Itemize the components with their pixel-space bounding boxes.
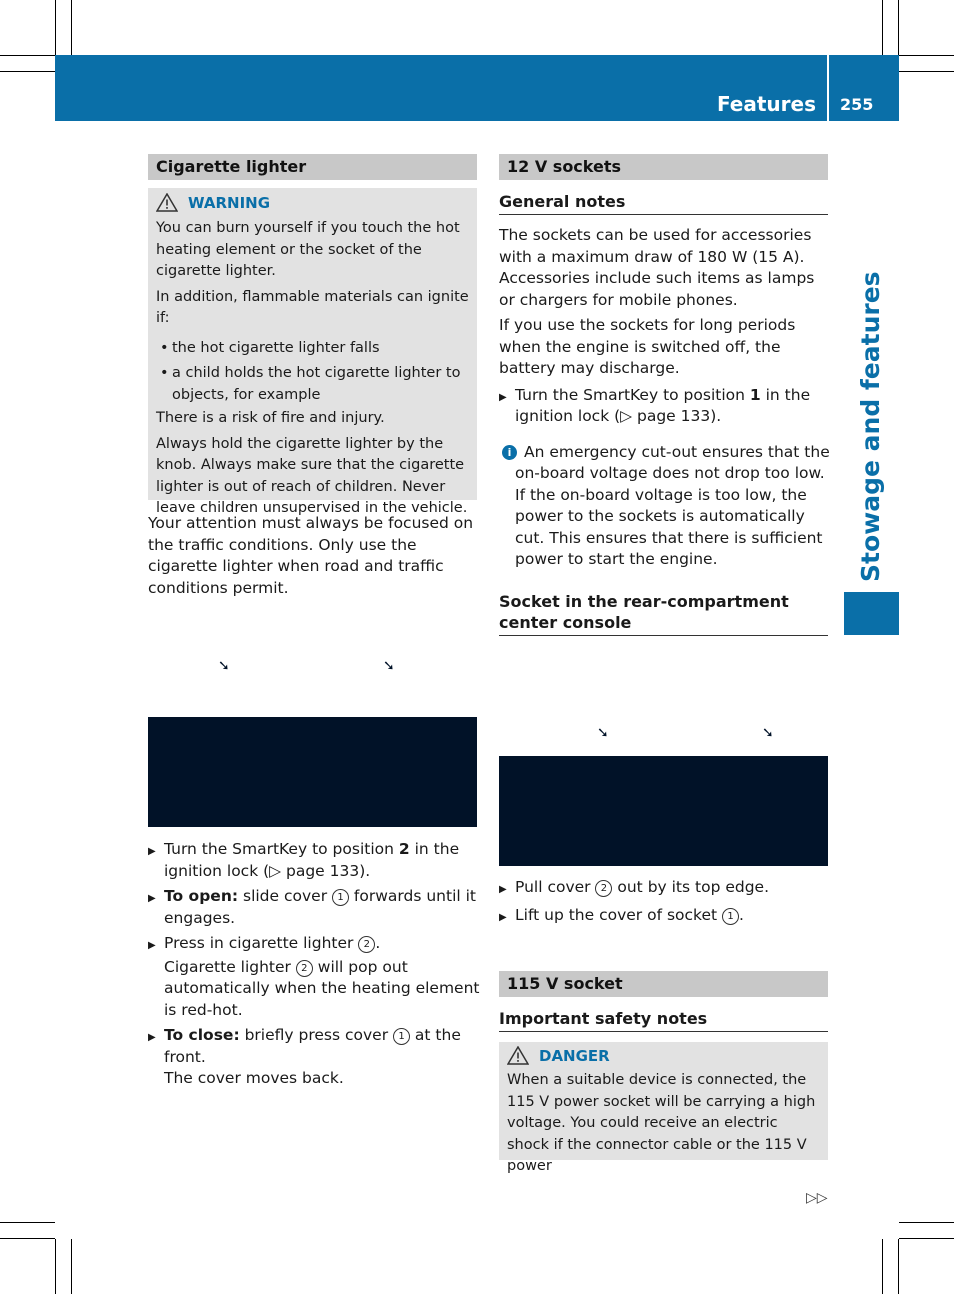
info-icon: i: [502, 445, 517, 460]
left-steps: [148, 839, 480, 1090]
section-title: 12 V sockets: [499, 154, 828, 180]
continue-mark: ▷▷: [806, 1190, 828, 1206]
crop-mark: [71, 1239, 72, 1294]
section-title: Cigarette lighter: [148, 154, 477, 180]
subsection-title: General notes: [499, 191, 828, 215]
section-title: 115 V socket: [499, 971, 828, 997]
step-item: ▶ Lift up the cover of socket 1 .: [499, 905, 831, 927]
warning-text: Always hold the cigarette lighter by the knob. Always make sure that the cigarette lighter is out of reach of children. Never leave children unsupervised in the vehicle.: [156, 435, 468, 516]
step-item: ▶ Press in cigarette lighter 2 .: [148, 933, 480, 955]
crop-mark: [882, 0, 883, 55]
cigarette-lighter-image: [148, 717, 477, 827]
rear-steps: [499, 877, 831, 926]
danger-title: DANGER: [507, 1046, 820, 1065]
crop-mark: [899, 1238, 954, 1239]
image-arrow: ➘: [218, 658, 230, 674]
chapter-label: Stowage and features: [856, 271, 885, 582]
page-number: 255: [840, 95, 874, 114]
danger-box: [499, 1042, 828, 1174]
warning-icon: [507, 1046, 529, 1065]
side-tab: [844, 592, 899, 635]
warning-icon: [156, 193, 178, 212]
crop-mark: [882, 1239, 883, 1294]
paragraph: If you use the sockets for long periods when the engine is switched off, the battery may discharge.: [499, 316, 796, 377]
page-title: Features: [716, 92, 816, 116]
rear-socket-image: [499, 756, 828, 866]
image-arrow: ➘: [597, 725, 609, 741]
step-note: Cigarette lighter 2 will pop out automatically when the heating element is red-hot.: [164, 957, 480, 1019]
crop-mark: [55, 0, 56, 55]
image-arrow: ➘: [762, 725, 774, 741]
paragraph: The sockets can be used for accessories with a maximum draw of 180 W (15 A). Accessories include such items as lamps or chargers for mobile phones.: [499, 226, 815, 309]
subsection-title: Important safety notes: [499, 1008, 828, 1032]
warning-text: In addition, flammable materials can ignite if:: [156, 288, 469, 326]
crop-mark: [55, 1239, 56, 1294]
crop-mark: [898, 0, 899, 55]
step-item: ▶ To close: briefly press cover 1 at the front.: [148, 1025, 480, 1068]
warning-box: [148, 188, 477, 516]
image-arrow: ➘: [383, 658, 395, 674]
right-text: [499, 225, 831, 571]
crop-mark: [899, 1222, 954, 1223]
crop-mark: [0, 71, 55, 72]
warning-bullet: • the hot cigarette lighter falls: [156, 338, 469, 360]
warning-bullet: • a child holds the hot cigarette lighter to objects, for example: [156, 363, 469, 406]
step-item: ▶ Turn the SmartKey to position 2 in the ignition lock (▷ page 133).: [148, 839, 480, 882]
attention-text: Your attention must always be focused on the traffic conditions. Only use the cigarette lighter when road and traffic conditions permit.: [148, 514, 474, 597]
crop-mark: [0, 55, 55, 56]
warning-title: WARNING: [156, 193, 469, 212]
step-note: The cover moves back.: [164, 1069, 344, 1087]
crop-mark: [899, 55, 954, 56]
crop-mark: [0, 1238, 55, 1239]
step-item: ▶ To open: slide cover 1 forwards until it engages.: [148, 886, 480, 929]
crop-mark: [0, 1222, 55, 1223]
crop-mark: [898, 1239, 899, 1294]
crop-mark: [899, 71, 954, 72]
crop-mark: [71, 0, 72, 55]
danger-text: When a suitable device is connected, the 115 V power socket will be carrying a high voltage. You could receive an electric shock if the connector cable or the 115 V power: [507, 1072, 816, 1174]
info-note: i An emergency cut-out ensures that the on-board voltage does not drop too low. If the on-board voltage is too low, the power to the sockets is automatically cut. This ensures that there is sufficient power to start the engine.: [499, 442, 831, 571]
step-item: ▶ Pull cover 2 out by its top edge.: [499, 877, 831, 899]
warning-text: You can burn yourself if you touch the hot heating element or the socket of the cigarette lighter.: [156, 220, 460, 279]
step-item: ▶ Turn the SmartKey to position 1 in the ignition lock (▷ page 133).: [499, 385, 831, 428]
header-divider: [827, 55, 829, 121]
warning-text: There is a risk of fire and injury.: [156, 410, 385, 426]
subsection-title: Socket in the rear-compartment center console: [499, 591, 828, 636]
